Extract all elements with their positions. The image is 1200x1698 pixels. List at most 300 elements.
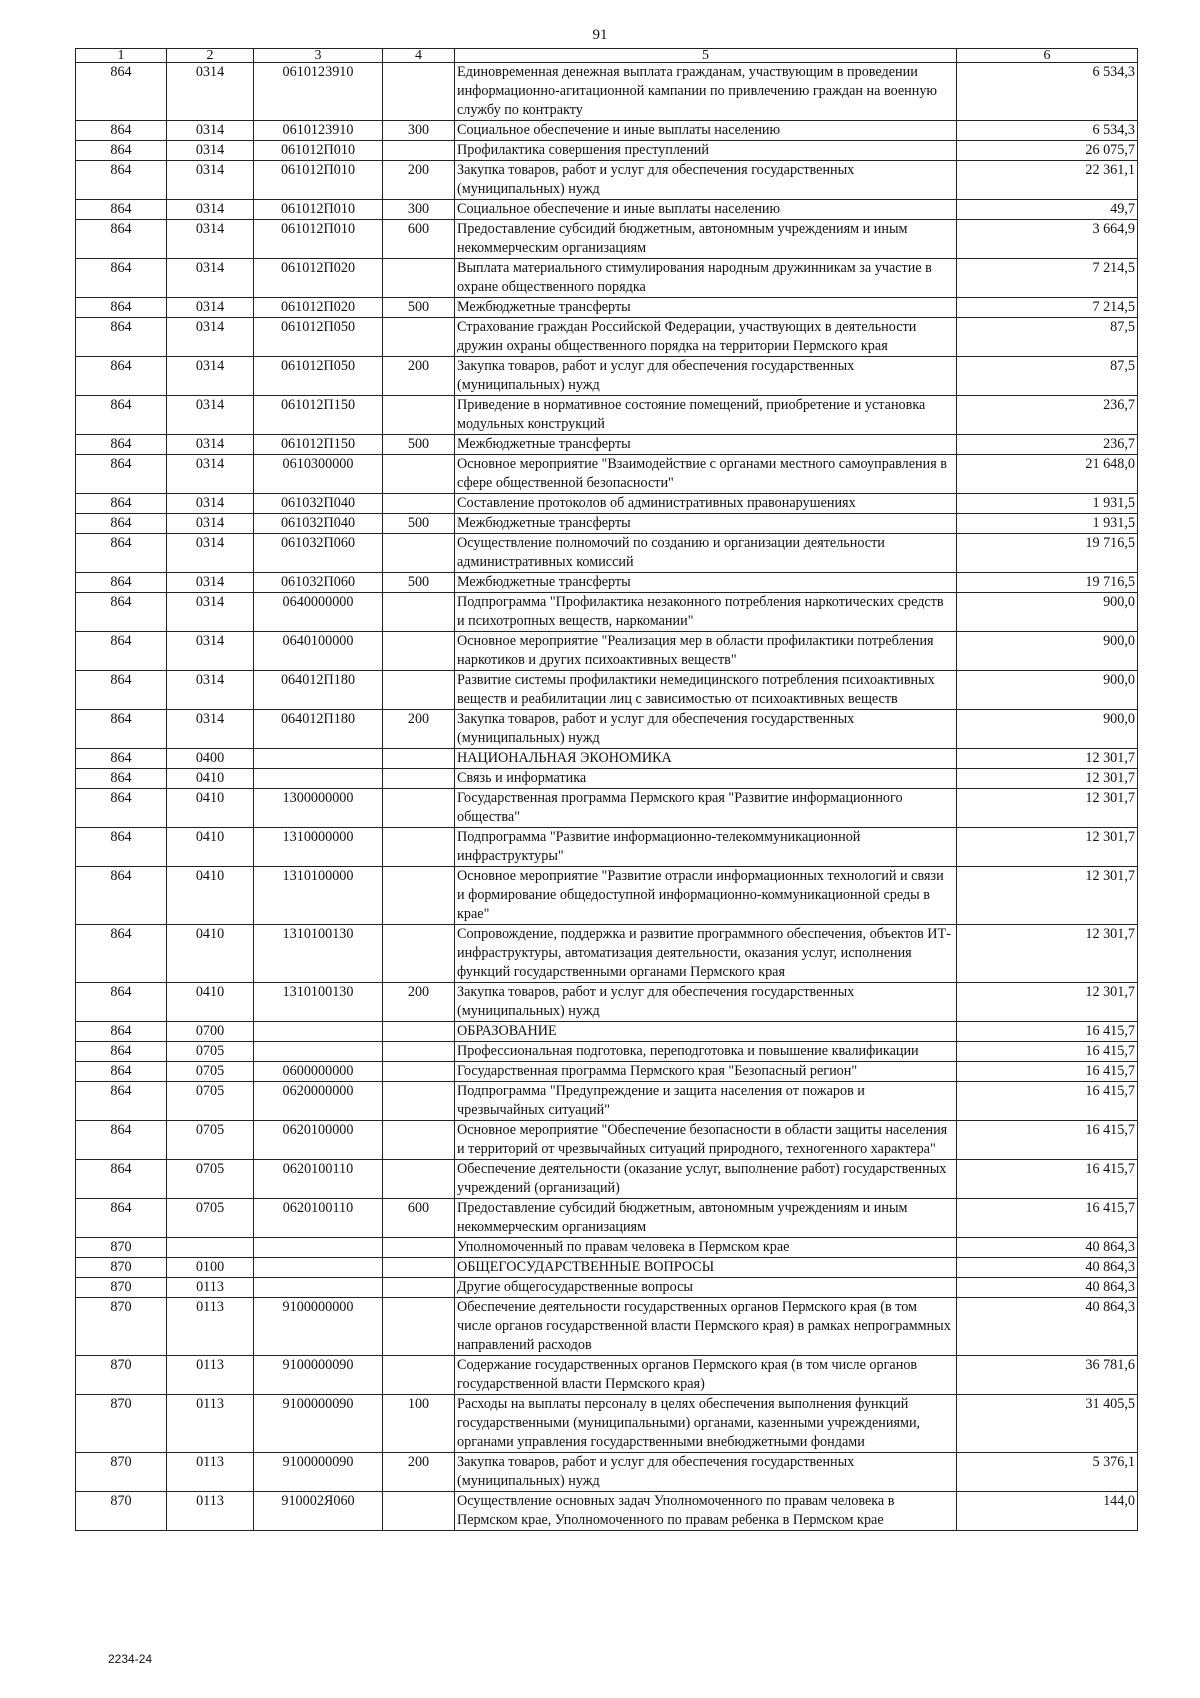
section-code-cell: 0314 xyxy=(167,220,254,259)
description-cell: ОБРАЗОВАНИЕ xyxy=(455,1022,957,1042)
expense-type-code-cell: 100 xyxy=(383,1395,455,1453)
section-code-cell: 0314 xyxy=(167,200,254,220)
target-code-cell: 1300000000 xyxy=(254,789,383,828)
table-row xyxy=(76,1453,1138,1492)
description-cell: Выплата материального стимулирования народным дружинникам за участие в охране общественного порядка xyxy=(455,259,957,298)
description-cell: ОБЩЕГОСУДАРСТВЕННЫЕ ВОПРОСЫ xyxy=(455,1258,957,1278)
target-code-cell: 1310100000 xyxy=(254,867,383,925)
amount-cell: 49,7 xyxy=(957,200,1138,220)
amount-cell: 21 648,0 xyxy=(957,455,1138,494)
table-row xyxy=(76,1492,1138,1531)
admin-code-cell: 864 xyxy=(76,318,167,357)
admin-code-cell: 864 xyxy=(76,161,167,200)
amount-cell: 40 864,3 xyxy=(957,1258,1138,1278)
expense-type-code-cell xyxy=(383,632,455,671)
amount-cell: 19 716,5 xyxy=(957,573,1138,593)
amount-cell: 40 864,3 xyxy=(957,1298,1138,1356)
section-code-cell: 0400 xyxy=(167,749,254,769)
section-code-cell: 0410 xyxy=(167,828,254,867)
table-row xyxy=(76,671,1138,710)
expense-type-code-cell xyxy=(383,1082,455,1121)
description-cell: Предоставление субсидий бюджетным, автономным учреждениям и иным некоммерческим организациям xyxy=(455,1199,957,1238)
section-code-cell: 0410 xyxy=(167,769,254,789)
section-code-cell: 0113 xyxy=(167,1492,254,1531)
section-code-cell: 0100 xyxy=(167,1258,254,1278)
section-code-cell: 0314 xyxy=(167,494,254,514)
target-code-cell: 064012П180 xyxy=(254,671,383,710)
target-code-cell: 9100000090 xyxy=(254,1356,383,1395)
expense-type-code-cell xyxy=(383,1160,455,1199)
amount-cell: 900,0 xyxy=(957,593,1138,632)
description-cell: Основное мероприятие "Развитие отрасли информационных технологий и связи и формирование общедоступной информационно-коммуникационной среды в крае" xyxy=(455,867,957,925)
section-code-cell: 0314 xyxy=(167,671,254,710)
expense-type-code-cell xyxy=(383,259,455,298)
expense-type-code-cell: 200 xyxy=(383,161,455,200)
section-code-cell: 0314 xyxy=(167,455,254,494)
amount-cell: 87,5 xyxy=(957,357,1138,396)
table-row xyxy=(76,298,1138,318)
expense-type-code-cell xyxy=(383,1298,455,1356)
admin-code-cell: 870 xyxy=(76,1395,167,1453)
admin-code-cell: 864 xyxy=(76,534,167,573)
description-cell: Осуществление основных задач Уполномоченного по правам человека в Пермском крае, Уполномоченного по правам ребенка в Пермском крае xyxy=(455,1492,957,1531)
amount-cell: 12 301,7 xyxy=(957,983,1138,1022)
target-code-cell: 1310100130 xyxy=(254,925,383,983)
table-row xyxy=(76,867,1138,925)
target-code-cell: 061012П020 xyxy=(254,259,383,298)
section-code-cell: 0314 xyxy=(167,121,254,141)
section-code-cell: 0410 xyxy=(167,867,254,925)
section-code-cell: 0410 xyxy=(167,925,254,983)
admin-code-cell: 870 xyxy=(76,1278,167,1298)
target-code-cell: 0610123910 xyxy=(254,121,383,141)
amount-cell: 22 361,1 xyxy=(957,161,1138,200)
section-code-cell: 0113 xyxy=(167,1356,254,1395)
target-code-cell: 061032П040 xyxy=(254,514,383,534)
description-cell: Закупка товаров, работ и услуг для обеспечения государственных (муниципальных) нужд xyxy=(455,983,957,1022)
amount-cell: 6 534,3 xyxy=(957,63,1138,121)
target-code-cell: 0600000000 xyxy=(254,1062,383,1082)
admin-code-cell: 864 xyxy=(76,983,167,1022)
expense-type-code-cell: 200 xyxy=(383,710,455,749)
target-code-cell: 9100000090 xyxy=(254,1453,383,1492)
section-code-cell: 0314 xyxy=(167,396,254,435)
document-code: 2234-24 xyxy=(108,1652,153,1666)
admin-code-cell: 864 xyxy=(76,141,167,161)
table-row xyxy=(76,396,1138,435)
target-code-cell: 061012П150 xyxy=(254,435,383,455)
table-row xyxy=(76,357,1138,396)
description-cell: Подпрограмма "Предупреждение и защита населения от пожаров и чрезвычайных ситуаций" xyxy=(455,1082,957,1121)
amount-cell: 12 301,7 xyxy=(957,867,1138,925)
section-code-cell: 0314 xyxy=(167,141,254,161)
expense-type-code-cell: 200 xyxy=(383,1453,455,1492)
target-code-cell: 061012П150 xyxy=(254,396,383,435)
description-cell: Межбюджетные трансферты xyxy=(455,435,957,455)
section-code-cell xyxy=(167,1238,254,1258)
section-code-cell: 0705 xyxy=(167,1199,254,1238)
table-row xyxy=(76,632,1138,671)
expense-type-code-cell xyxy=(383,925,455,983)
target-code-cell: 061032П060 xyxy=(254,534,383,573)
target-code-cell: 061032П060 xyxy=(254,573,383,593)
description-cell: Межбюджетные трансферты xyxy=(455,573,957,593)
expense-type-code-cell xyxy=(383,318,455,357)
amount-cell: 1 931,5 xyxy=(957,494,1138,514)
target-code-cell: 061012П020 xyxy=(254,298,383,318)
section-code-cell: 0410 xyxy=(167,789,254,828)
description-cell: Уполномоченный по правам человека в Пермском крае xyxy=(455,1238,957,1258)
amount-cell: 16 415,7 xyxy=(957,1022,1138,1042)
amount-cell: 16 415,7 xyxy=(957,1199,1138,1238)
amount-cell: 87,5 xyxy=(957,318,1138,357)
section-code-cell: 0113 xyxy=(167,1278,254,1298)
table-row xyxy=(76,1258,1138,1278)
table-row xyxy=(76,769,1138,789)
description-cell: Обеспечение деятельности государственных органов Пермского края (в том числе органов государственной власти Пермского края) в рамках непрограммных направлений расходов xyxy=(455,1298,957,1356)
admin-code-cell: 870 xyxy=(76,1258,167,1278)
table-row xyxy=(76,1062,1138,1082)
amount-cell: 40 864,3 xyxy=(957,1278,1138,1298)
section-code-cell: 0705 xyxy=(167,1082,254,1121)
admin-code-cell: 864 xyxy=(76,789,167,828)
target-code-cell: 061012П010 xyxy=(254,220,383,259)
budget-table xyxy=(75,48,1138,1531)
expense-type-code-cell xyxy=(383,671,455,710)
description-cell: Предоставление субсидий бюджетным, автономным учреждениям и иным некоммерческим организациям xyxy=(455,220,957,259)
table-row xyxy=(76,789,1138,828)
admin-code-cell: 864 xyxy=(76,1062,167,1082)
section-code-cell: 0314 xyxy=(167,710,254,749)
amount-cell: 16 415,7 xyxy=(957,1160,1138,1199)
description-cell: Закупка товаров, работ и услуг для обеспечения государственных (муниципальных) нужд xyxy=(455,710,957,749)
expense-type-code-cell xyxy=(383,1042,455,1062)
expense-type-code-cell xyxy=(383,769,455,789)
section-code-cell: 0113 xyxy=(167,1395,254,1453)
section-code-cell: 0705 xyxy=(167,1160,254,1199)
target-code-cell: 061032П040 xyxy=(254,494,383,514)
target-code-cell: 0610300000 xyxy=(254,455,383,494)
table-row xyxy=(76,593,1138,632)
admin-code-cell: 870 xyxy=(76,1356,167,1395)
table-row xyxy=(76,494,1138,514)
admin-code-cell: 864 xyxy=(76,435,167,455)
description-cell: Профилактика совершения преступлений xyxy=(455,141,957,161)
description-cell: Содержание государственных органов Пермского края (в том числе органов государственной власти Пермского края) xyxy=(455,1356,957,1395)
admin-code-cell: 864 xyxy=(76,867,167,925)
column-header: 4 xyxy=(383,49,455,63)
section-code-cell: 0314 xyxy=(167,318,254,357)
admin-code-cell: 864 xyxy=(76,396,167,435)
amount-cell: 236,7 xyxy=(957,396,1138,435)
admin-code-cell: 864 xyxy=(76,828,167,867)
amount-cell: 16 415,7 xyxy=(957,1042,1138,1062)
section-code-cell: 0314 xyxy=(167,435,254,455)
expense-type-code-cell xyxy=(383,1062,455,1082)
expense-type-code-cell: 500 xyxy=(383,435,455,455)
target-code-cell: 0620100000 xyxy=(254,1121,383,1160)
amount-cell: 5 376,1 xyxy=(957,1453,1138,1492)
amount-cell: 16 415,7 xyxy=(957,1121,1138,1160)
admin-code-cell: 864 xyxy=(76,1199,167,1238)
amount-cell: 19 716,5 xyxy=(957,534,1138,573)
column-header: 6 xyxy=(957,49,1138,63)
target-code-cell: 061012П010 xyxy=(254,161,383,200)
section-code-cell: 0314 xyxy=(167,357,254,396)
amount-cell: 3 664,9 xyxy=(957,220,1138,259)
target-code-cell xyxy=(254,749,383,769)
amount-cell: 12 301,7 xyxy=(957,769,1138,789)
target-code-cell: 9100000000 xyxy=(254,1298,383,1356)
admin-code-cell: 864 xyxy=(76,710,167,749)
table-row xyxy=(76,573,1138,593)
section-code-cell: 0113 xyxy=(167,1453,254,1492)
expense-type-code-cell xyxy=(383,1238,455,1258)
amount-cell: 26 075,7 xyxy=(957,141,1138,161)
admin-code-cell: 864 xyxy=(76,1042,167,1062)
expense-type-code-cell: 600 xyxy=(383,1199,455,1238)
amount-cell: 12 301,7 xyxy=(957,749,1138,769)
expense-type-code-cell xyxy=(383,534,455,573)
section-code-cell: 0314 xyxy=(167,573,254,593)
expense-type-code-cell xyxy=(383,867,455,925)
target-code-cell: 0610123910 xyxy=(254,63,383,121)
admin-code-cell: 864 xyxy=(76,514,167,534)
amount-cell: 12 301,7 xyxy=(957,789,1138,828)
expense-type-code-cell xyxy=(383,396,455,435)
target-code-cell: 061012П050 xyxy=(254,318,383,357)
admin-code-cell: 864 xyxy=(76,671,167,710)
description-cell: Профессиональная подготовка, переподготовка и повышение квалификации xyxy=(455,1042,957,1062)
description-cell: Подпрограмма "Профилактика незаконного потребления наркотических средств и психотропных веществ, наркомании" xyxy=(455,593,957,632)
admin-code-cell: 864 xyxy=(76,63,167,121)
section-code-cell: 0314 xyxy=(167,298,254,318)
expense-type-code-cell xyxy=(383,593,455,632)
section-code-cell: 0700 xyxy=(167,1022,254,1042)
table-header xyxy=(76,49,1138,63)
description-cell: Единовременная денежная выплата гражданам, участвующим в проведении информационно-агитационной кампании по привлечению граждан на военную службу по контракту xyxy=(455,63,957,121)
section-code-cell: 0314 xyxy=(167,534,254,573)
description-cell: Обеспечение деятельности (оказание услуг, выполнение работ) государственных учреждений (организаций) xyxy=(455,1160,957,1199)
table-row xyxy=(76,455,1138,494)
table-row xyxy=(76,1238,1138,1258)
description-cell: Основное мероприятие "Обеспечение безопасности в области защиты населения и территорий от чрезвычайных ситуаций природного, техногенного характера" xyxy=(455,1121,957,1160)
table-row xyxy=(76,1356,1138,1395)
expense-type-code-cell: 500 xyxy=(383,514,455,534)
section-code-cell: 0705 xyxy=(167,1121,254,1160)
target-code-cell: 0620100110 xyxy=(254,1199,383,1238)
amount-cell: 12 301,7 xyxy=(957,925,1138,983)
page-number: 91 xyxy=(592,27,608,43)
section-code-cell: 0705 xyxy=(167,1062,254,1082)
admin-code-cell: 864 xyxy=(76,925,167,983)
table-row xyxy=(76,1082,1138,1121)
expense-type-code-cell: 300 xyxy=(383,121,455,141)
table-body xyxy=(76,63,1138,1531)
target-code-cell: 0640000000 xyxy=(254,593,383,632)
admin-code-cell: 864 xyxy=(76,220,167,259)
target-code-cell xyxy=(254,769,383,789)
column-header: 5 xyxy=(455,49,957,63)
column-header: 2 xyxy=(167,49,254,63)
target-code-cell: 1310000000 xyxy=(254,828,383,867)
description-cell: Межбюджетные трансферты xyxy=(455,514,957,534)
expense-type-code-cell: 200 xyxy=(383,357,455,396)
amount-cell: 6 534,3 xyxy=(957,121,1138,141)
expense-type-code-cell: 500 xyxy=(383,573,455,593)
amount-cell: 900,0 xyxy=(957,632,1138,671)
admin-code-cell: 864 xyxy=(76,494,167,514)
section-code-cell: 0314 xyxy=(167,632,254,671)
target-code-cell: 0620000000 xyxy=(254,1082,383,1121)
table-row xyxy=(76,1298,1138,1356)
table-row xyxy=(76,220,1138,259)
table-row xyxy=(76,749,1138,769)
amount-cell: 900,0 xyxy=(957,671,1138,710)
admin-code-cell: 864 xyxy=(76,1160,167,1199)
target-code-cell xyxy=(254,1022,383,1042)
description-cell: Основное мероприятие "Реализация мер в области профилактики потребления наркотиков и других психоактивных веществ" xyxy=(455,632,957,671)
amount-cell: 12 301,7 xyxy=(957,828,1138,867)
admin-code-cell: 870 xyxy=(76,1492,167,1531)
expense-type-code-cell xyxy=(383,749,455,769)
amount-cell: 7 214,5 xyxy=(957,298,1138,318)
description-cell: Государственная программа Пермского края "Безопасный регион" xyxy=(455,1062,957,1082)
expense-type-code-cell: 600 xyxy=(383,220,455,259)
admin-code-cell: 864 xyxy=(76,200,167,220)
admin-code-cell: 864 xyxy=(76,121,167,141)
table-row xyxy=(76,121,1138,141)
amount-cell: 236,7 xyxy=(957,435,1138,455)
table-row xyxy=(76,161,1138,200)
table-row xyxy=(76,141,1138,161)
amount-cell: 40 864,3 xyxy=(957,1238,1138,1258)
admin-code-cell: 864 xyxy=(76,593,167,632)
section-code-cell: 0113 xyxy=(167,1298,254,1356)
expense-type-code-cell: 200 xyxy=(383,983,455,1022)
admin-code-cell: 864 xyxy=(76,749,167,769)
table-row xyxy=(76,514,1138,534)
admin-code-cell: 864 xyxy=(76,1022,167,1042)
table-row xyxy=(76,1022,1138,1042)
amount-cell: 900,0 xyxy=(957,710,1138,749)
description-cell: Закупка товаров, работ и услуг для обеспечения государственных (муниципальных) нужд xyxy=(455,161,957,200)
description-cell: Приведение в нормативное состояние помещений, приобретение и установка модульных конструкций xyxy=(455,396,957,435)
description-cell: Межбюджетные трансферты xyxy=(455,298,957,318)
table-row xyxy=(76,259,1138,298)
expense-type-code-cell xyxy=(383,494,455,514)
description-cell: Подпрограмма "Развитие информационно-телекоммуникационной инфраструктуры" xyxy=(455,828,957,867)
amount-cell: 31 405,5 xyxy=(957,1395,1138,1453)
admin-code-cell: 870 xyxy=(76,1453,167,1492)
table-row xyxy=(76,1160,1138,1199)
table-row xyxy=(76,983,1138,1022)
table-row xyxy=(76,1199,1138,1238)
description-cell: Связь и информатика xyxy=(455,769,957,789)
table-row xyxy=(76,925,1138,983)
target-code-cell: 0620100110 xyxy=(254,1160,383,1199)
admin-code-cell: 864 xyxy=(76,357,167,396)
table-row xyxy=(76,1121,1138,1160)
description-cell: Сопровождение, поддержка и развитие программного обеспечения, объектов ИТ-инфраструктуры, автоматизация деятельности, оказания услуг, исполнения функций государственными органами Пермского края xyxy=(455,925,957,983)
table-row xyxy=(76,710,1138,749)
target-code-cell xyxy=(254,1258,383,1278)
table-row xyxy=(76,435,1138,455)
admin-code-cell: 864 xyxy=(76,1082,167,1121)
description-cell: Развитие системы профилактики немедицинского потребления психоактивных веществ и реабилитации лиц с зависимостью от психоактивных веществ xyxy=(455,671,957,710)
expense-type-code-cell xyxy=(383,141,455,161)
target-code-cell: 061012П010 xyxy=(254,200,383,220)
table-row xyxy=(76,63,1138,121)
description-cell: Другие общегосударственные вопросы xyxy=(455,1278,957,1298)
expense-type-code-cell xyxy=(383,789,455,828)
description-cell: Закупка товаров, работ и услуг для обеспечения государственных (муниципальных) нужд xyxy=(455,1453,957,1492)
table-row xyxy=(76,318,1138,357)
expense-type-code-cell xyxy=(383,828,455,867)
amount-cell: 16 415,7 xyxy=(957,1082,1138,1121)
target-code-cell: 0640100000 xyxy=(254,632,383,671)
table-row xyxy=(76,828,1138,867)
table-row xyxy=(76,1042,1138,1062)
description-cell: Закупка товаров, работ и услуг для обеспечения государственных (муниципальных) нужд xyxy=(455,357,957,396)
target-code-cell: 1310100130 xyxy=(254,983,383,1022)
description-cell: Составление протоколов об административных правонарушениях xyxy=(455,494,957,514)
expense-type-code-cell: 300 xyxy=(383,200,455,220)
amount-cell: 7 214,5 xyxy=(957,259,1138,298)
expense-type-code-cell xyxy=(383,455,455,494)
admin-code-cell: 864 xyxy=(76,1121,167,1160)
table-row xyxy=(76,200,1138,220)
target-code-cell: 064012П180 xyxy=(254,710,383,749)
admin-code-cell: 864 xyxy=(76,455,167,494)
section-code-cell: 0314 xyxy=(167,63,254,121)
target-code-cell: 061012П050 xyxy=(254,357,383,396)
admin-code-cell: 864 xyxy=(76,298,167,318)
table-row xyxy=(76,1395,1138,1453)
amount-cell: 16 415,7 xyxy=(957,1062,1138,1082)
target-code-cell xyxy=(254,1238,383,1258)
description-cell: Социальное обеспечение и иные выплаты населению xyxy=(455,200,957,220)
expense-type-code-cell xyxy=(383,1258,455,1278)
table-row xyxy=(76,1278,1138,1298)
expense-type-code-cell xyxy=(383,1022,455,1042)
amount-cell: 1 931,5 xyxy=(957,514,1138,534)
section-code-cell: 0314 xyxy=(167,259,254,298)
column-header: 3 xyxy=(254,49,383,63)
description-cell: Основное мероприятие "Взаимодействие с органами местного самоуправления в сфере общественной безопасности" xyxy=(455,455,957,494)
expense-type-code-cell xyxy=(383,1492,455,1531)
section-code-cell: 0705 xyxy=(167,1042,254,1062)
description-cell: Расходы на выплаты персоналу в целях обеспечения выполнения функций государственными (муниципальными) органами, казенными учреждениями, органами управления государственными внебюджетными фондами xyxy=(455,1395,957,1453)
admin-code-cell: 864 xyxy=(76,769,167,789)
description-cell: Социальное обеспечение и иные выплаты населению xyxy=(455,121,957,141)
expense-type-code-cell xyxy=(383,1121,455,1160)
target-code-cell: 061012П010 xyxy=(254,141,383,161)
expense-type-code-cell: 500 xyxy=(383,298,455,318)
target-code-cell xyxy=(254,1042,383,1062)
section-code-cell: 0314 xyxy=(167,161,254,200)
amount-cell: 144,0 xyxy=(957,1492,1138,1531)
admin-code-cell: 870 xyxy=(76,1298,167,1356)
target-code-cell xyxy=(254,1278,383,1298)
target-code-cell: 910002Я060 xyxy=(254,1492,383,1531)
expense-type-code-cell xyxy=(383,63,455,121)
expense-type-code-cell xyxy=(383,1278,455,1298)
section-code-cell: 0314 xyxy=(167,593,254,632)
target-code-cell: 9100000090 xyxy=(254,1395,383,1453)
column-header: 1 xyxy=(76,49,167,63)
amount-cell: 36 781,6 xyxy=(957,1356,1138,1395)
